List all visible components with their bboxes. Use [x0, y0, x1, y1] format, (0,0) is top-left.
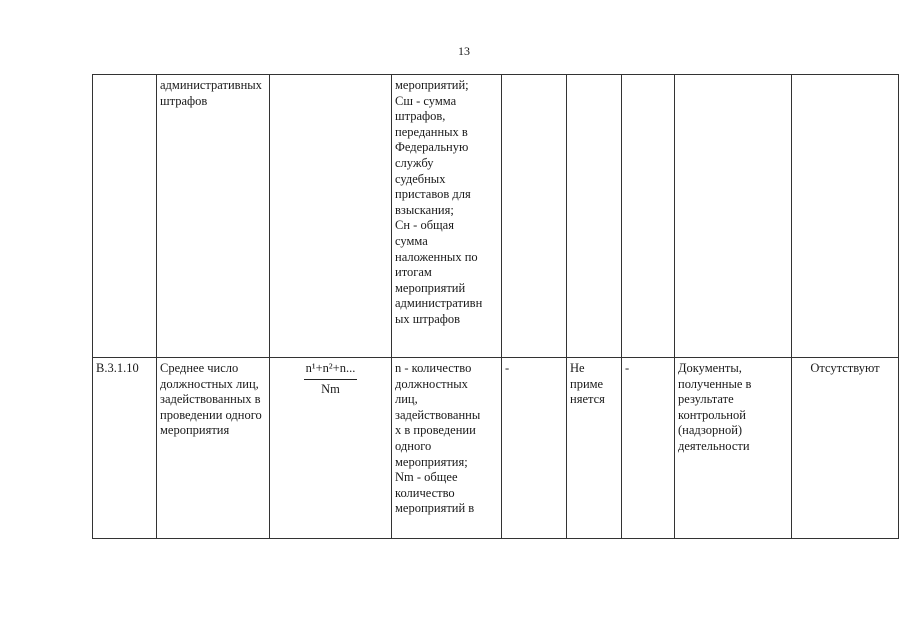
formula-cell — [270, 358, 392, 539]
indicator-table — [92, 74, 899, 539]
table-row — [93, 358, 899, 539]
col7-cell — [622, 75, 675, 358]
indicator-code-cell — [93, 75, 157, 358]
source-cell — [675, 75, 792, 358]
col5-cell: - — [502, 358, 567, 539]
variables-cell: мероприятий; Сш - сумма штрафов, переданных в Федеральную службу судебных приставов для взыскания; Сн - общая сумма наложенных по итогам мероприятий административн ых штрафов — [392, 75, 502, 358]
indicator-name-cell: Среднее число должностных лиц, задействованных в проведении одного мероприятия — [157, 358, 270, 539]
indicator-name: административных штрафов — [160, 78, 262, 108]
variables-cell: n - количество должностных лиц, задействованны х в проведении одного мероприятия; Nm - общее количество мероприятий в — [392, 358, 502, 539]
formula-denominator: Nm — [321, 381, 340, 396]
indicator-name-cell — [157, 75, 270, 358]
source-cell: Документы, полученные в результате контрольной (надзорной) деятельности — [675, 358, 792, 539]
table-row — [93, 75, 899, 358]
col7-cell: - — [622, 358, 675, 539]
formula-numerator: n¹+n²+n... — [304, 361, 358, 380]
col9-cell — [792, 75, 899, 358]
page-number: 13 — [458, 44, 470, 58]
formula-cell — [270, 75, 392, 358]
indicator-code-cell: В.3.1.10 — [93, 358, 157, 539]
col9-cell: Отсутствуют — [792, 358, 899, 539]
col5-cell — [502, 75, 567, 358]
col6-cell — [567, 75, 622, 358]
col6-cell: Не приме няется — [567, 358, 622, 539]
